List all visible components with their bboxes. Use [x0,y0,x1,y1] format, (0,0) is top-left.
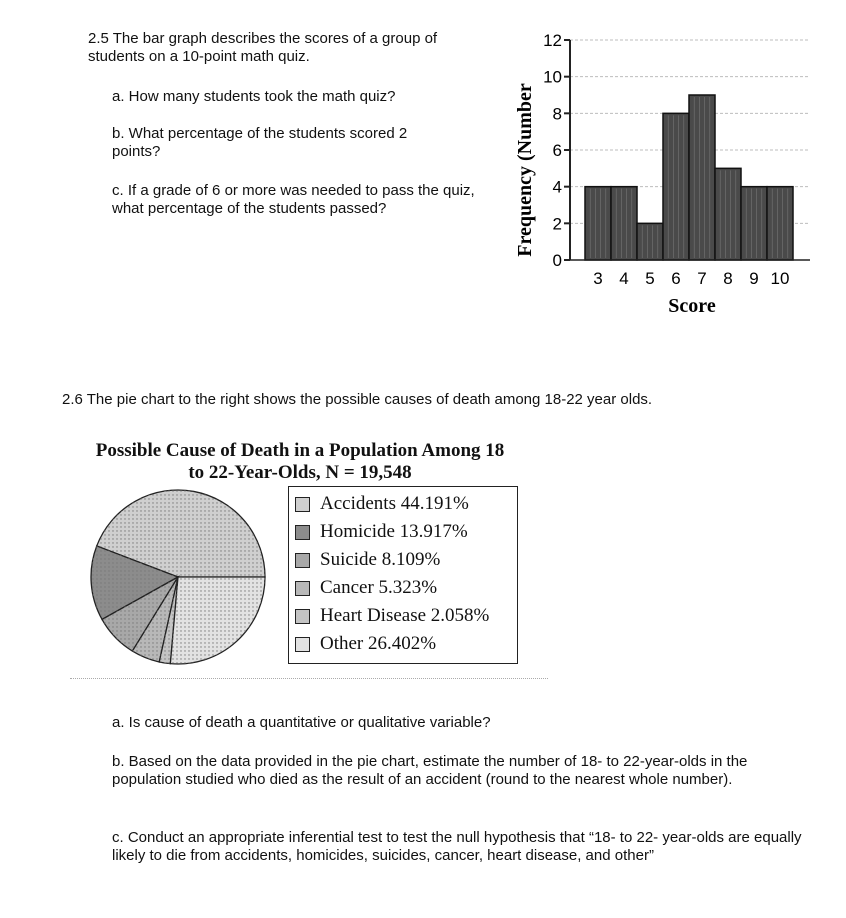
bar-score-5 [637,223,663,260]
legend-swatch-accidents [295,497,310,512]
bar-score-6 [663,113,689,260]
question-2-6-b: b. Based on the data provided in the pie chart, estimate the number of 18- to 22-year-olds in the population studied who died as the result of an accident (round to the nearest whole number). [112,753,748,788]
y-tick-label: 4 [552,177,562,197]
x-tick-label: 6 [671,269,681,288]
x-tick-label: 4 [619,269,629,288]
legend-item-homicide [295,519,468,545]
pie-chart [88,482,288,682]
question-2-6-a: a. Is cause of death a quantitative or qualitative variable? [112,714,491,731]
pie-chart-title-line1: Possible Cause of Death in a Population Among 18 [95,440,505,461]
bar-chart-x-ticks [593,269,789,288]
y-tick-label: 12 [543,32,562,50]
y-tick-label: 8 [552,104,562,124]
legend-label-accidents: Accidents 44.191% [320,493,469,514]
question-2-6-c: c. Conduct an appropriate inferential test to test the null hypothesis that “18- to 22- year-olds are equally likely to die from accidents, homicides, suicides, cancer, heart disease, and other” [112,829,802,864]
bar-score-9 [741,187,767,260]
x-tick-label: 10 [770,269,790,288]
bar-chart-y-ticks [543,32,570,270]
bar-chart [505,32,825,322]
x-tick-label: 8 [723,269,733,288]
pie-chart-title [70,440,530,484]
legend-swatch-homicide [295,525,310,540]
legend-label-heart-disease: Heart Disease 2.058% [320,605,490,626]
legend-swatch-cancer [295,581,310,596]
pie-slice-texture [170,577,265,664]
pie-chart-legend [288,486,518,664]
y-tick-label: 6 [552,141,562,160]
legend-label-other: Other 26.402% [320,633,437,654]
legend-item-suicide [295,547,440,573]
question-2-6-heading: 2.6 The pie chart to the right shows the possible causes of death among 18-22 year olds. [62,391,653,408]
x-tick-label: 5 [645,269,655,288]
legend-swatch-heart-disease [295,609,310,624]
x-tick-label: 3 [593,269,603,288]
pie-chart-slices [91,490,265,664]
pie-chart-title-line2: to 22-Year-Olds, N = 19,548 [188,462,412,483]
legend-label-cancer: Cancer 5.323% [320,577,438,598]
legend-item-cancer [295,575,437,601]
bar-chart-y-label: Frequency (Number [514,83,536,257]
bar-score-10 [767,187,793,260]
x-tick-label: 9 [749,269,759,288]
bar-chart-bars [585,95,793,260]
x-tick-label: 7 [697,269,707,288]
legend-item-heart-disease [295,603,489,629]
question-2-5-heading: 2.5 The bar graph describes the scores of a group of students on a 10-point math quiz. [88,30,438,65]
question-2-5-b: b. What percentage of the students scored 2 points? [112,125,408,160]
legend-swatch-other [295,637,310,652]
question-2-5-c: c. If a grade of 6 or more was needed to pass the quiz, what percentage of the students passed? [112,182,475,217]
legend-label-suicide: Suicide 8.109% [320,549,441,570]
bar-score-8 [715,168,741,260]
legend-item-other [295,631,436,657]
divider [70,678,548,679]
legend-swatch-suicide [295,553,310,568]
y-tick-label: 10 [543,67,562,87]
legend-item-accidents [295,491,469,517]
y-tick-label: 2 [552,214,562,234]
bar-chart-x-label: Score [668,295,716,317]
question-2-5-a: a. How many students took the math quiz? [112,88,396,105]
bar-score-7 [689,95,715,260]
bar-score-3 [585,187,611,260]
legend-label-homicide: Homicide 13.917% [320,521,468,542]
y-tick-label: 0 [552,251,562,270]
bar-score-4 [611,187,637,260]
